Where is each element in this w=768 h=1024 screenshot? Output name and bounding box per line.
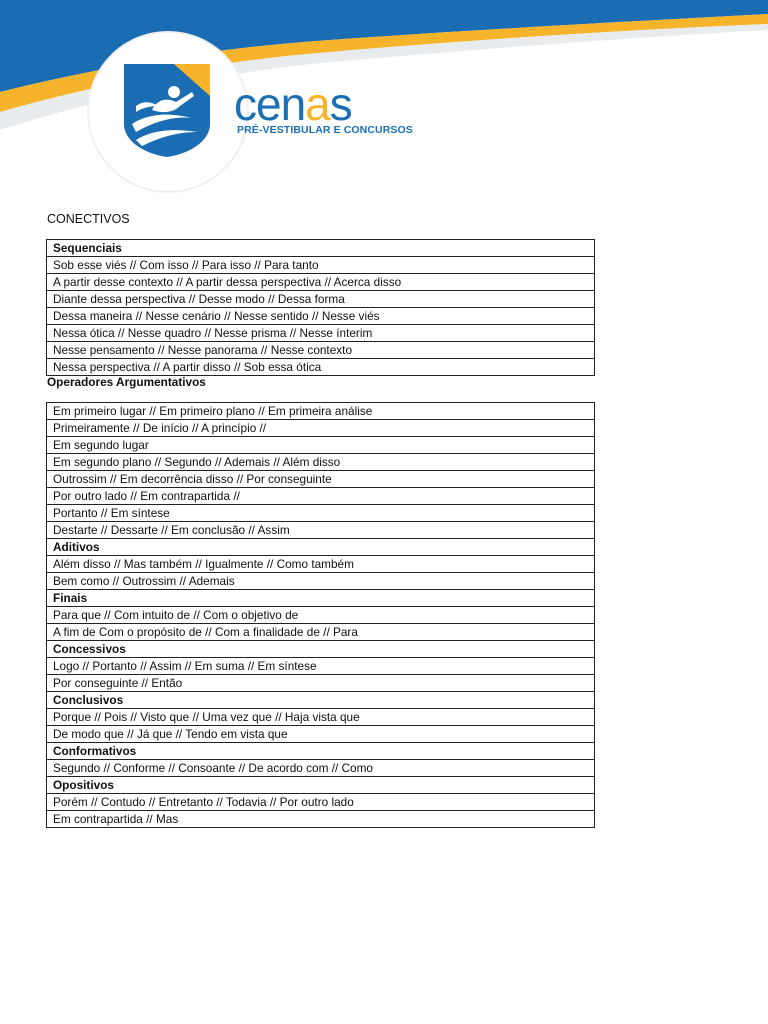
table-section-header-cell: Aditivos (47, 539, 595, 556)
table-row (47, 308, 595, 325)
table-cell: Logo // Portanto // Assim // Em suma // Em síntese (47, 658, 595, 675)
table-row (47, 811, 595, 828)
table-cell: Porém // Contudo // Entretanto // Todavia // Por outro lado (47, 794, 595, 811)
table-row (47, 274, 595, 291)
table-cell: Bem como // Outrossim // Ademais (47, 573, 595, 590)
table-cell: Em segundo plano // Segundo // Ademais // Além disso (47, 454, 595, 471)
connectives-table-1 (46, 239, 595, 376)
table-cell: Sob esse viés // Com isso // Para isso // Para tanto (47, 257, 595, 274)
table-row (47, 505, 595, 522)
table-cell: Por outro lado // Em contrapartida // (47, 488, 595, 505)
table-row (47, 291, 595, 308)
table-row (47, 359, 595, 376)
table-cell: Por conseguinte // Então (47, 675, 595, 692)
table-section-header-row (47, 777, 595, 794)
table-cell: Nesse pensamento // Nesse panorama // Nesse contexto (47, 342, 595, 359)
table-section-header-cell: Finais (47, 590, 595, 607)
table-row (47, 658, 595, 675)
brand-wordmark (234, 78, 352, 130)
table-section-header-row (47, 743, 595, 760)
table-cell: Diante dessa perspectiva // Desse modo // Dessa forma (47, 291, 595, 308)
table-section-header-cell: Sequenciais (47, 240, 595, 257)
table-section-header-cell: Conformativos (47, 743, 595, 760)
table-row (47, 471, 595, 488)
table-section-header-row (47, 590, 595, 607)
table-row (47, 624, 595, 641)
table-row (47, 607, 595, 624)
header-banner (0, 0, 768, 200)
table-row (47, 760, 595, 777)
brand-name-part2: s (329, 78, 352, 130)
table-cell: Além disso // Mas também // Igualmente // Como também (47, 556, 595, 573)
table-row (47, 573, 595, 590)
table-cell: Em contrapartida // Mas (47, 811, 595, 828)
table-section-header-row (47, 692, 595, 709)
brand-name-part1: cen (234, 78, 306, 130)
table-section-header-cell: Opositivos (47, 777, 595, 794)
table-row (47, 675, 595, 692)
table-cell: Porque // Pois // Visto que // Uma vez que // Haja vista que (47, 709, 595, 726)
table-cell: A partir desse contexto // A partir dessa perspectiva // Acerca disso (47, 274, 595, 291)
brand-name-accent: a (305, 78, 330, 130)
table-row (47, 794, 595, 811)
table-cell: Primeiramente // De início // A princípio // (47, 420, 595, 437)
table-cell: A fim de Com o propósito de // Com a finalidade de // Para (47, 624, 595, 641)
table-cell: Dessa maneira // Nesse cenário // Nesse sentido // Nesse viés (47, 308, 595, 325)
table-row (47, 257, 595, 274)
table-row (47, 325, 595, 342)
table-cell: Em segundo lugar (47, 437, 595, 454)
table-row (47, 454, 595, 471)
section-label-argumentative: Operadores Argumentativos (47, 375, 206, 389)
brand-logo-icon (122, 62, 212, 158)
table-section-header-cell: Conclusivos (47, 692, 595, 709)
table-cell: De modo que // Já que // Tendo em vista que (47, 726, 595, 743)
table-row (47, 420, 595, 437)
table-row (47, 556, 595, 573)
table-cell: Nessa ótica // Nesse quadro // Nesse prisma // Nesse ínterim (47, 325, 595, 342)
table-row (47, 522, 595, 539)
connectives-table-2 (46, 402, 595, 828)
table-section-header-row (47, 240, 595, 257)
table-cell: Destarte // Dessarte // Em conclusão // Assim (47, 522, 595, 539)
table-row (47, 342, 595, 359)
table-row (47, 403, 595, 420)
table-section-header-row (47, 641, 595, 658)
table-cell: Segundo // Conforme // Consoante // De acordo com // Como (47, 760, 595, 777)
table-cell: Portanto // Em síntese (47, 505, 595, 522)
table-row (47, 488, 595, 505)
table-cell: Outrossim // Em decorrência disso // Por conseguinte (47, 471, 595, 488)
table-row (47, 726, 595, 743)
table-row (47, 709, 595, 726)
table-section-header-row (47, 539, 595, 556)
document-title: CONECTIVOS (47, 212, 130, 226)
table-cell: Para que // Com intuito de // Com o objetivo de (47, 607, 595, 624)
table-row (47, 437, 595, 454)
table-cell: Nessa perspectiva // A partir disso // Sob essa ótica (47, 359, 595, 376)
table-cell: Em primeiro lugar // Em primeiro plano // Em primeira análise (47, 403, 595, 420)
brand-tagline: PRÉ-VESTIBULAR E CONCURSOS (237, 124, 413, 136)
table-section-header-cell: Concessivos (47, 641, 595, 658)
